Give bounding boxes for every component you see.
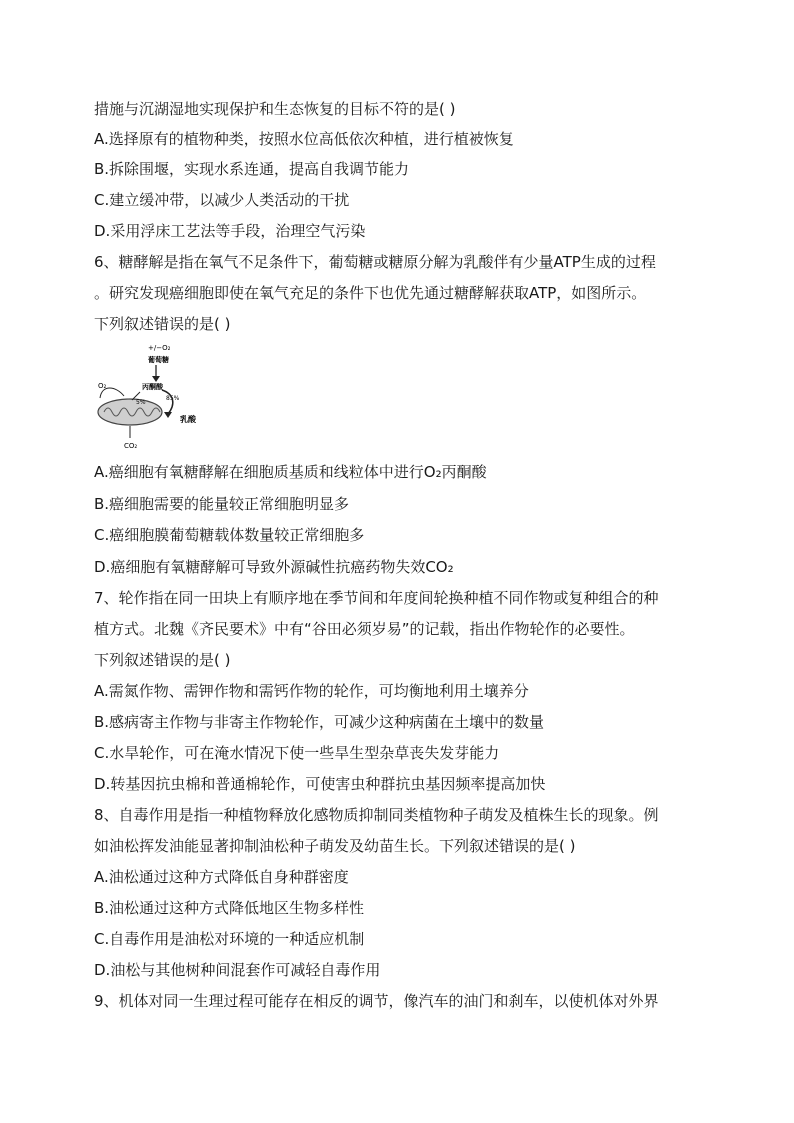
q6-option-c: C.癌细胞膜葡萄糖载体数量较正常细胞多 bbox=[94, 526, 365, 544]
q7-stem-line-2: 植方式。北魏《齐民要术》中有“谷田必须岁易”的记载，指出作物轮作的必要性。 bbox=[94, 620, 635, 638]
q7-stem-line-3: 下列叙述错误的是( ) bbox=[94, 651, 231, 669]
q6-stem-line-3: 下列叙述错误的是( ) bbox=[94, 315, 231, 333]
q8-option-c: C.自毒作用是油松对环境的一种适应机制 bbox=[94, 930, 365, 948]
q6-stem-line-2: 。研究发现癌细胞即使在氧气充足的条件下也优先通过糖酵解获取ATP，如图所示。 bbox=[94, 284, 647, 302]
q6-option-b: B.癌细胞需要的能量较正常细胞明显多 bbox=[94, 495, 350, 513]
q7-option-d: D.转基因抗虫棉和普通棉轮作，可使害虫种群抗虫基因频率提高加快 bbox=[94, 775, 546, 793]
figure-pct-right: 85% bbox=[166, 395, 180, 402]
q7-option-c: C.水旱轮作，可在淹水情况下使一些旱生型杂草丧失发芽能力 bbox=[94, 744, 500, 762]
q8-option-d: D.油松与其他树种间混套作可减轻自毒作用 bbox=[94, 961, 381, 979]
q5-option-d: D.采用浮床工艺法等手段，治理空气污染 bbox=[94, 222, 366, 240]
figure-pyruvate: 丙酮酸 bbox=[142, 383, 163, 391]
q6-option-a: A.癌细胞有氧糖酵解在细胞质基质和线粒体中进行O₂丙酮酸 bbox=[94, 463, 487, 481]
q5-option-b: B.拆除围堰，实现水系连通，提高自我调节能力 bbox=[94, 160, 410, 178]
q7-stem-line-1: 7、轮作指在同一田块上有顺序地在季节间和年度间轮换种植不同作物或复种组合的种 bbox=[94, 589, 659, 607]
figure-pct-left: 5% bbox=[136, 399, 146, 406]
q9-stem-line-1: 9、机体对同一生理过程可能存在相反的调节，像汽车的油门和刹车，以使机体对外界 bbox=[94, 992, 659, 1010]
figure-glucose: 葡萄糖 bbox=[148, 356, 169, 364]
q7-option-b: B.感病寄主作物与非寄主作物轮作，可减少这种病菌在土壤中的数量 bbox=[94, 713, 545, 731]
q6-stem-line-1: 6、糖酵解是指在氧气不足条件下，葡萄糖或糖原分解为乳酸伴有少量ATP生成的过程 bbox=[94, 253, 656, 271]
q5-option-a: A.选择原有的植物种类，按照水位高低依次种植，进行植被恢复 bbox=[94, 130, 514, 148]
figure-o2-top: +/−O₂ bbox=[148, 344, 171, 352]
figure-lactate: 乳酸 bbox=[180, 415, 196, 424]
lactate-arrowhead bbox=[164, 412, 172, 418]
q7-option-a: A.需氮作物、需钾作物和需钙作物的轮作，可均衡地利用土壤养分 bbox=[94, 682, 529, 700]
glycolysis-figure bbox=[96, 340, 206, 452]
q5-stem-continued: 措施与沉湖湿地实现保护和生态恢复的目标不符的是( ) bbox=[94, 100, 456, 118]
q6-option-d: D.癌细胞有氧糖酵解可导致外源碱性抗癌药物失效CO₂ bbox=[94, 558, 454, 576]
q8-option-b: B.油松通过这种方式降低地区生物多样性 bbox=[94, 899, 365, 917]
q8-option-a: A.油松通过这种方式降低自身种群密度 bbox=[94, 868, 349, 886]
figure-o2-left: O₂ bbox=[98, 382, 107, 390]
glucose-arrowhead bbox=[152, 376, 160, 382]
q5-option-c: C.建立缓冲带，以减少人类活动的干扰 bbox=[94, 191, 350, 209]
q8-stem-line-2: 如油松挥发油能显著抑制油松种子萌发及幼苗生长。下列叙述错误的是( ) bbox=[94, 837, 576, 855]
o2-arrow bbox=[100, 388, 124, 398]
q8-stem-line-1: 8、自毒作用是指一种植物释放化感物质抑制同类植物种子萌发及植株生长的现象。例 bbox=[94, 806, 659, 824]
lactate-arrow bbox=[162, 390, 173, 414]
figure-co2: CO₂ bbox=[124, 442, 138, 450]
